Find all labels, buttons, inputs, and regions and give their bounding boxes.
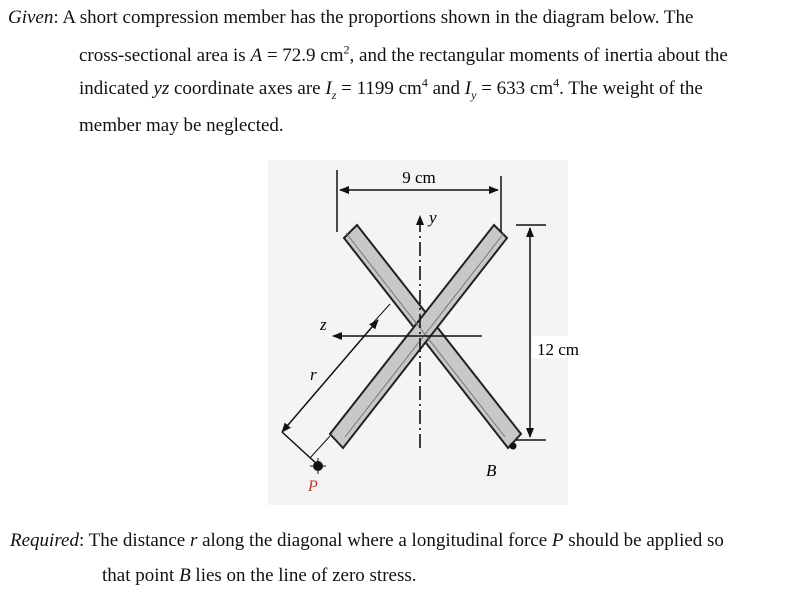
given-text-3b: coordinate axes are bbox=[173, 78, 321, 99]
required-line-2 bbox=[102, 564, 417, 588]
given-text-4: member may be neglected. bbox=[79, 115, 284, 136]
point-b-dot bbox=[510, 443, 517, 450]
iy-symbol: I bbox=[464, 78, 472, 99]
iy-value: = 633 cm bbox=[481, 78, 554, 99]
given-text-3c: . The weight of the bbox=[559, 78, 703, 99]
iz-exponent: 4 bbox=[421, 75, 428, 90]
area-value: = 72.9 cm bbox=[266, 45, 344, 66]
required-text-1c: should be applied so bbox=[568, 530, 724, 551]
y-axis-label: y bbox=[429, 208, 437, 227]
axes-symbol: yz bbox=[153, 78, 170, 99]
required-label: Required bbox=[10, 530, 79, 551]
z-axis-label: z bbox=[320, 315, 327, 334]
area-symbol: A bbox=[250, 45, 263, 66]
given-text-and: and bbox=[432, 78, 461, 99]
given-text-3a: indicated bbox=[79, 78, 149, 99]
required-p-symbol: P bbox=[551, 530, 564, 551]
given-text-1: A short compression member has the proportions shown in the diagram below. The bbox=[62, 7, 694, 28]
required-text-2b: lies on the line of zero stress. bbox=[195, 565, 417, 586]
required-line-1: Required: The distance r along the diagonal where a longitudinal force P should be applied so bbox=[10, 530, 724, 551]
iz-symbol: I bbox=[325, 78, 332, 99]
area-exponent: 2 bbox=[343, 42, 350, 57]
iy-exponent: 4 bbox=[553, 75, 560, 90]
given-text-2a: cross-sectional area is bbox=[79, 45, 246, 66]
point-p-label: P bbox=[308, 478, 318, 495]
iz-value: = 1199 cm bbox=[341, 78, 422, 99]
required-text-2a: that point bbox=[102, 565, 175, 586]
width-label: 9 cm bbox=[402, 168, 436, 187]
r-label: r bbox=[310, 365, 317, 384]
iy-subscript: y bbox=[471, 87, 477, 102]
given-text-2b: , and the rectangular moments of inertia about the bbox=[349, 45, 728, 66]
point-b-label: B bbox=[486, 461, 497, 480]
required-r-symbol: r bbox=[189, 530, 198, 551]
given-line-1: Given: A short compression member has the proportions shown in the diagram below. The bbox=[8, 7, 694, 28]
required-text-1a: The distance bbox=[88, 530, 186, 551]
iz-subscript: z bbox=[331, 87, 337, 102]
required-text-1b: along the diagonal where a longitudinal force bbox=[202, 530, 548, 551]
given-label: Given bbox=[8, 7, 54, 28]
required-b-symbol: B bbox=[179, 565, 191, 586]
height-label: 12 cm bbox=[537, 340, 580, 359]
